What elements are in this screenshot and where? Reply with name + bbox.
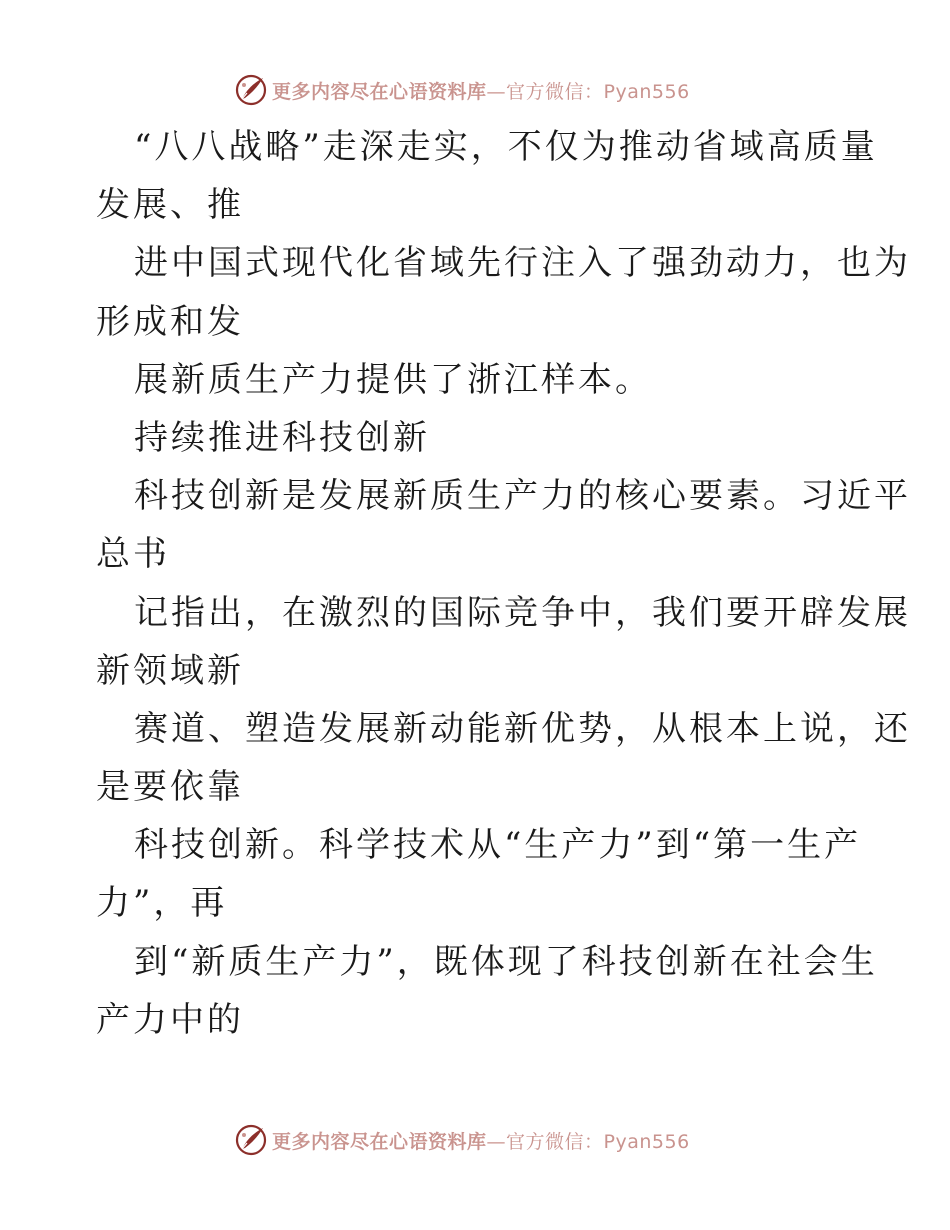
body-line: 赛道、塑造发展新动能新优势，从根本上说，还 <box>134 708 911 749</box>
footer-brand-text <box>272 1127 690 1154</box>
body-line: 科技创新。科学技术从“生产力”到“第一生产 <box>134 825 862 866</box>
body-line: 展新质生产力提供了浙江样本。 <box>134 359 652 400</box>
body-line: 形成和发 <box>96 301 244 342</box>
header-brand-dash: — <box>486 80 507 103</box>
body-line: 进中国式现代化省域先行注入了强劲动力，也为 <box>134 243 911 284</box>
quill-logo-icon <box>234 1123 268 1157</box>
body-line: 新领域新 <box>96 650 244 691</box>
header-brand-wechat: Pyan556 <box>603 80 690 103</box>
body-line: 科技创新是发展新质生产力的核心要素。习近平 <box>134 476 911 517</box>
footer-brand-wechat: Pyan556 <box>603 1130 690 1153</box>
body-line: 记指出，在激烈的国际竞争中，我们要开辟发展 <box>134 592 911 633</box>
footer-brand-sub: 官方微信： <box>506 1130 604 1153</box>
body-line: 是要依靠 <box>96 767 244 808</box>
header-brand-text <box>272 77 690 104</box>
body-line: 发展、推 <box>96 185 244 226</box>
quill-logo-icon <box>234 73 268 107</box>
header-brand-main: 更多内容尽在心语资料库 <box>272 80 487 103</box>
footer-brand-main: 更多内容尽在心语资料库 <box>272 1130 487 1153</box>
header-watermark <box>234 70 690 110</box>
body-line: “八八战略”走深走实，不仅为推动省域高质量 <box>134 127 878 167</box>
body-line: 产力中的 <box>96 999 244 1040</box>
section-heading: 持续推进科技创新 <box>134 417 430 458</box>
body-line: 到“新质生产力”，既体现了科技创新在社会生 <box>134 941 878 982</box>
footer-watermark <box>234 1120 690 1160</box>
body-line: 力”，再 <box>96 883 228 924</box>
header-brand-sub: 官方微信： <box>506 80 604 103</box>
document-body <box>96 118 911 1049</box>
body-line: 总书 <box>96 534 170 575</box>
footer-brand-dash: — <box>486 1130 507 1153</box>
